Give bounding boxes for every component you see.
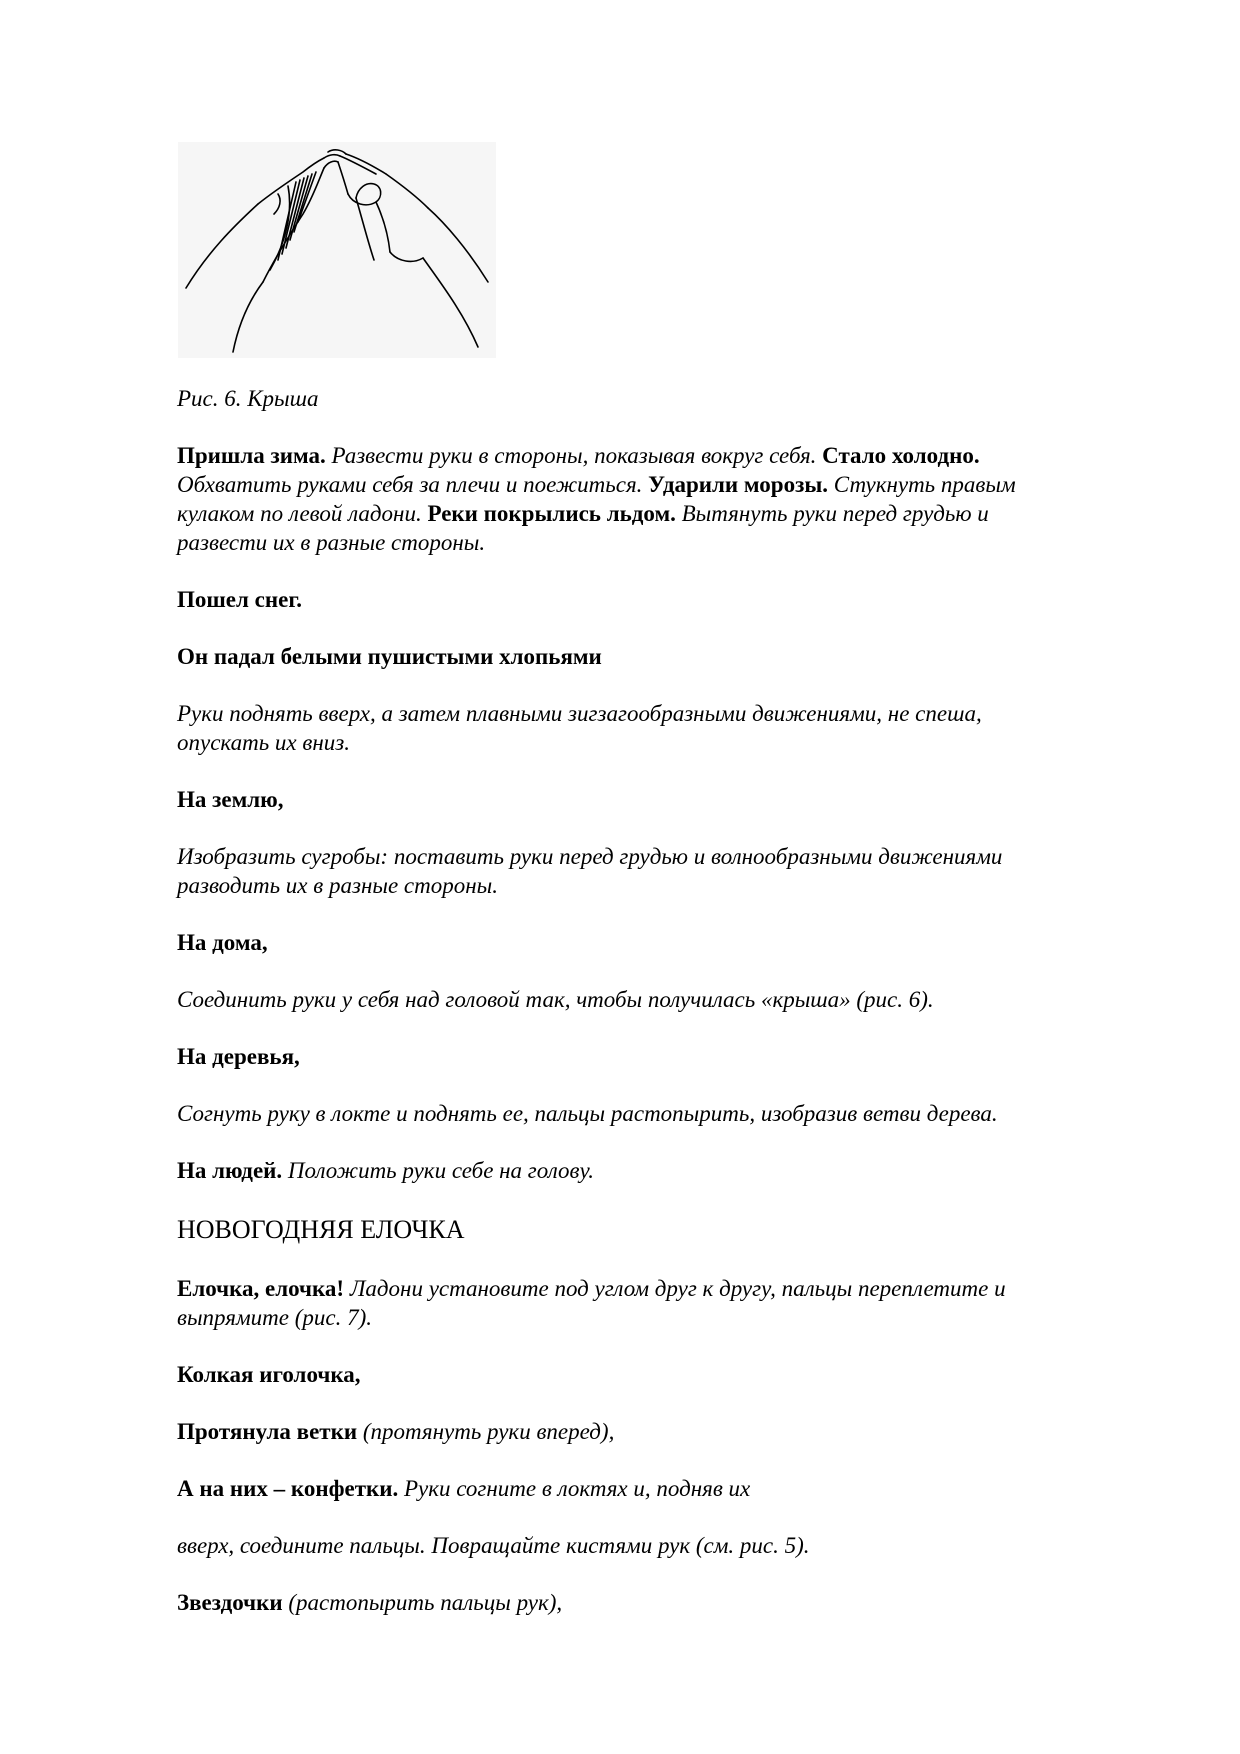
branches-desc: (протянуть руки вперед), bbox=[357, 1419, 615, 1444]
on-ground: На землю, bbox=[177, 787, 284, 812]
on-trees-desc: Согнуть руку в локте и поднять ее, пальцы растопырить, изобразив ветви дерева. bbox=[177, 1101, 998, 1126]
paragraph-winter-line-3 bbox=[177, 499, 989, 528]
on-trees: На деревья, bbox=[177, 1044, 300, 1069]
roof-illustration bbox=[178, 142, 496, 358]
on-houses-desc: Соединить руки у себя над головой так, чтобы получилась «крыша» (рис. 6). bbox=[177, 987, 934, 1012]
stars-line bbox=[177, 1588, 562, 1617]
snow-falling-desc-1: Руки поднять вверх, а затем плавными зигзагообразными движениями, не спеша, bbox=[177, 701, 982, 726]
snow-falling: Он падал белыми пушистыми хлопьями bbox=[177, 644, 602, 669]
became-cold: Стало холодно. bbox=[822, 443, 980, 468]
snow-title: Пошел снег. bbox=[177, 587, 302, 612]
branches-line bbox=[177, 1417, 614, 1446]
winter-came-desc: Развести руки в стороны, показывая вокруг себя. bbox=[325, 443, 823, 468]
on-ground-desc-1: Изобразить сугробы: поставить руки перед грудью и волнообразными движениями bbox=[177, 844, 1003, 869]
on-people-line bbox=[177, 1156, 594, 1185]
paragraph-winter-line-1 bbox=[177, 441, 980, 470]
candy: А на них – конфетки. bbox=[177, 1476, 399, 1501]
hands-roof-drawing bbox=[178, 142, 496, 358]
branches: Протянула ветки bbox=[177, 1419, 358, 1444]
tree-line-2: выпрямите (рис. 7). bbox=[177, 1305, 372, 1330]
tree-call: Елочка, елочка! bbox=[177, 1276, 345, 1301]
prickly-needle: Колкая иголочка, bbox=[177, 1362, 361, 1387]
paragraph-winter-line-2 bbox=[177, 470, 1016, 499]
frost-struck-desc: Стукнуть правым bbox=[828, 472, 1016, 497]
figure-caption: Рис. 6. Крыша bbox=[177, 386, 319, 411]
candy-line bbox=[177, 1474, 750, 1503]
on-ground-desc-2: разводить их в разные стороны. bbox=[177, 873, 498, 898]
stars: Звездочки bbox=[177, 1590, 283, 1615]
tree-line-1 bbox=[177, 1274, 1006, 1303]
section-heading: НОВОГОДНЯЯ ЕЛОЧКА bbox=[177, 1215, 465, 1244]
candy-desc-2: вверх, соедините пальцы. Повращайте кистями рук (см. рис. 5). bbox=[177, 1533, 810, 1558]
on-people: На людей. bbox=[177, 1158, 283, 1183]
frost-struck: Ударили морозы. bbox=[648, 472, 829, 497]
rivers-frozen: Реки покрылись льдом. bbox=[427, 501, 676, 526]
candy-desc: Руки согните в локтях и, подняв их bbox=[398, 1476, 751, 1501]
winter-came: Пришла зима. bbox=[177, 443, 326, 468]
snow-falling-desc-2: опускать их вниз. bbox=[177, 730, 351, 755]
on-people-desc: Положить руки себе на голову. bbox=[282, 1158, 595, 1183]
tree-call-desc: Ладони установите под углом друг к другу, пальцы переплетите и bbox=[344, 1276, 1006, 1301]
on-houses: На дома, bbox=[177, 930, 268, 955]
frost-struck-desc-2: кулаком по левой ладони. bbox=[177, 501, 428, 526]
rivers-frozen-desc: Вытянуть руки перед грудью и bbox=[675, 501, 989, 526]
paragraph-winter-line-4: развести их в разные стороны. bbox=[177, 530, 486, 555]
became-cold-desc: Обхватить руками себя за плечи и поежиться. bbox=[177, 472, 649, 497]
stars-desc: (растопырить пальцы рук), bbox=[282, 1590, 563, 1615]
